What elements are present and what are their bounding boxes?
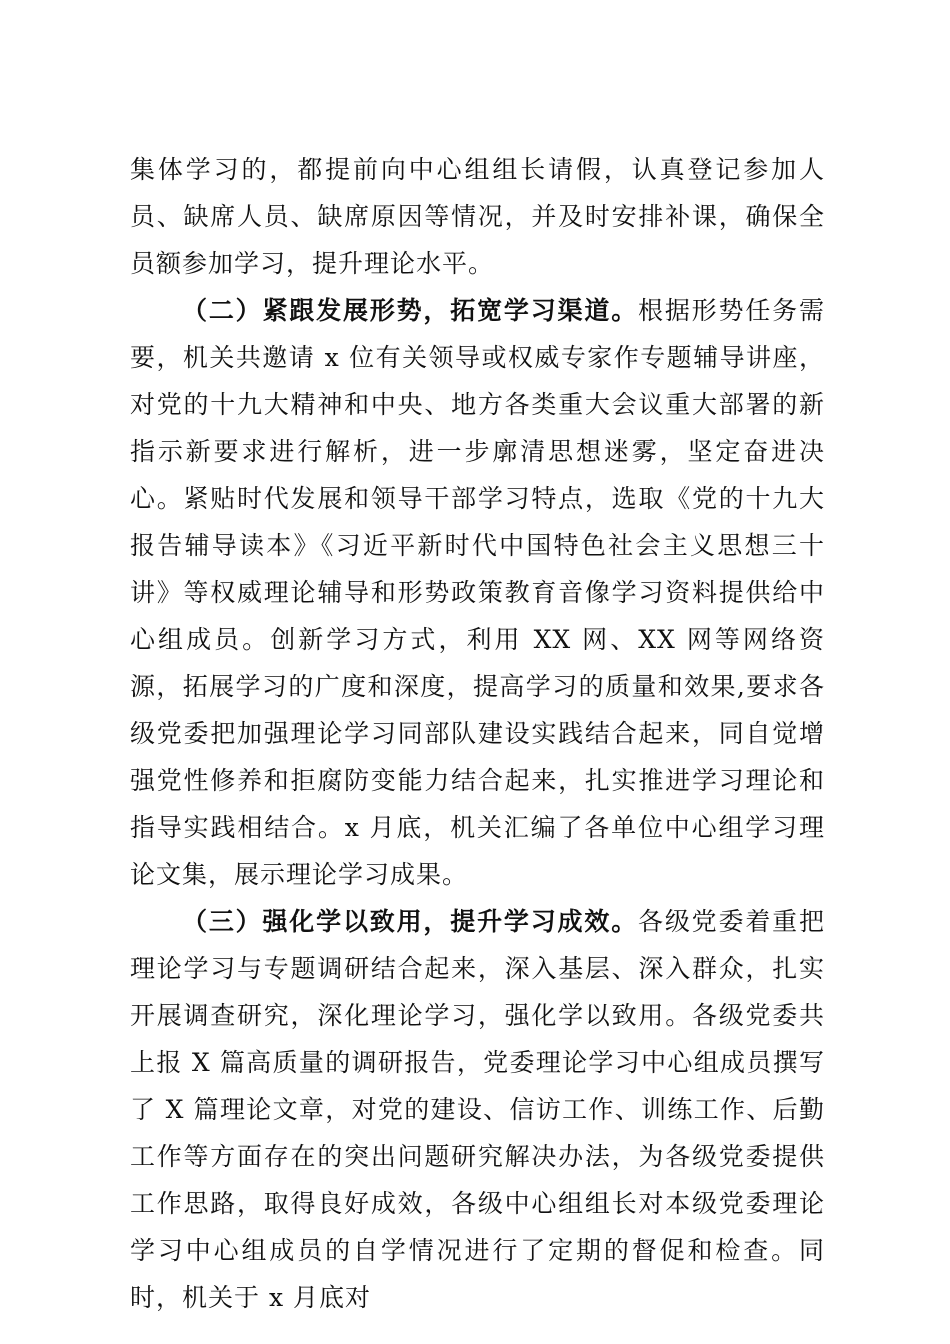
paragraph-text: 根据形势任务需要，机关共邀请 x 位有关领导或权威专家作专题辅导讲座，对党的十九大精神和中央、地方各类重大会议重大部署的新指示新要求进行解析，进一步廓清思想迷雾，坚定奋进决心。紧贴时代发展和领导干部学习特点，选取《党的十九大报告辅导读本》《习近平新时代中国特色社会主义思想三十讲》等权威理论辅导和形势政策教育音像学习资料提供给中心组成员。创新学习方式，利用 XX 网、XX 网等网络资源，拓展学习的广度和深度，提高学习的质量和效果,要求各级党委把加强理论学习同部队建设实践结合起来，同自觉增强党性修养和拒腐防变能力结合起来，扎实推进学习理论和指导实践相结合。x 月底，机关汇编了各单位中心组学习理论文集，展示理论学习成果。 [130, 296, 825, 889]
document-body [130, 146, 825, 1321]
paragraph-section-3 [130, 898, 825, 1321]
paragraph-text: 集体学习的，都提前向中心组组长请假，认真登记参加人员、缺席人员、缺席原因等情况，并及时安排补课，确保全员额参加学习，提升理论水平。 [130, 155, 825, 278]
paragraph-continuation [130, 146, 825, 287]
section-heading-2: （二）紧跟发展形势，拓宽学习渠道。 [182, 296, 639, 325]
paragraph-section-2 [130, 287, 825, 898]
paragraph-text: 各级党委着重把理论学习与专题调研结合起来，深入基层、深入群众，扎实开展调查研究，深化理论学习，强化学以致用。各级党委共上报 X 篇高质量的调研报告，党委理论学习中心组成员撰写了 X 篇理论文章，对党的建设、信访工作、训练工作、后勤工作等方面存在的突出问题研究解决办法，为各级党委提供工作思路，取得良好成效，各级中心组组长对本级党委理论学习中心组成员的自学情况进行了定期的督促和检查。同时，机关于 x 月底对 [130, 907, 825, 1312]
section-heading-3: （三）强化学以致用，提升学习成效。 [182, 907, 639, 936]
